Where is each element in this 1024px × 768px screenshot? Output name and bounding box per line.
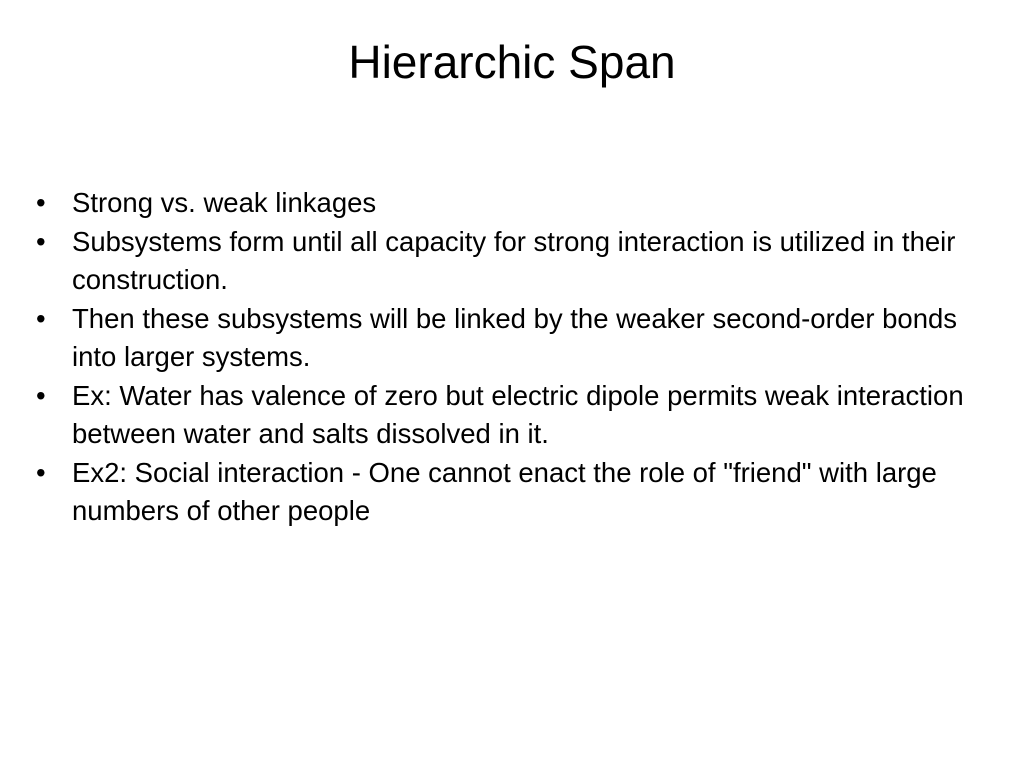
bullet-icon: •	[36, 303, 46, 334]
list-item	[30, 223, 1005, 299]
bullet-icon: •	[36, 226, 46, 257]
list-item	[30, 454, 1005, 530]
bullet-text: Strong vs. weak linkages	[72, 187, 377, 218]
bullet-icon: •	[36, 380, 46, 411]
bullet-text: Then these subsystems will be linked by the weaker second-order bonds into larger systems.	[72, 303, 958, 372]
bullet-text: Ex2: Social interaction - One cannot enact the role of "friend" with large numbers of other people	[72, 457, 937, 526]
bullet-text: Ex: Water has valence of zero but electric dipole permits weak interaction between water and salts dissolved in it.	[72, 380, 964, 449]
list-item	[30, 184, 1005, 222]
list-item	[30, 300, 1005, 376]
bullet-text: Subsystems form until all capacity for strong interaction is utilized in their construction.	[72, 226, 956, 295]
list-item	[30, 377, 1005, 453]
bullet-icon: •	[36, 187, 46, 218]
bullet-list	[30, 184, 1005, 531]
slide-title: Hierarchic Span	[348, 36, 676, 88]
bullet-icon: •	[36, 457, 46, 488]
